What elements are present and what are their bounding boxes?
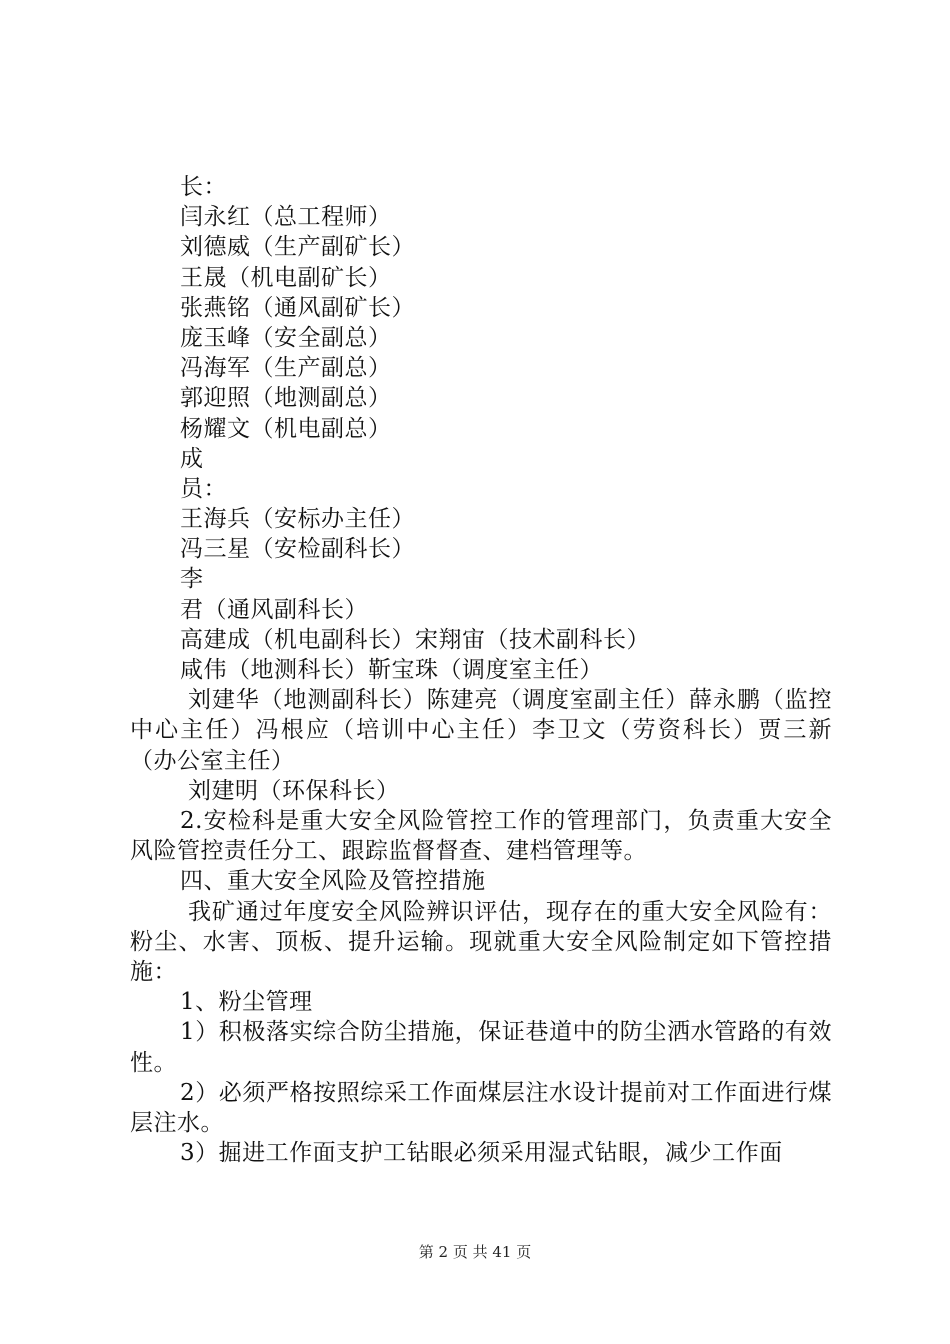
text-line: 刘德威（生产副矿长） [180,234,415,261]
text-line: 张燕铭（通风副矿长） [180,294,415,321]
text-line: 长： [180,174,227,200]
text-line: 高建成（机电副科长）宋翔宙（技术副科长） [180,626,650,653]
text-line: 李 [180,566,204,593]
subsection-heading: 1、粉尘管理 [180,989,313,1016]
text-line: 君（通风副科长） [180,596,368,623]
list-item: 2）必须严格按照综采工作面煤层注水设计提前对工作面进行煤层注水。 [130,1079,832,1136]
text-line: 王晟（机电副矿长） [180,264,392,291]
text-line: 冯三星（安检副科长） [180,536,415,563]
text-line: 刘建明（环保科长） [188,777,400,804]
document-body [130,172,832,1168]
text-line: 成 [180,445,204,472]
intro-paragraph: 我矿通过年度安全风险辨识评估，现存在的重大安全风险有：粉尘、水害、顶板、提升运输。现就重大安全风险制定如下管控措施： [130,898,832,985]
text-line: 冯海军（生产副总） [180,355,392,382]
text-line: 郭迎照（地测副总） [180,385,392,412]
paragraph-2: 2.安检科是重大安全风险管控工作的管理部门，负责重大安全风险管控责任分工、跟踪监督督查、建档管理等。 [130,807,832,865]
text-line: 闫永红（总工程师） [180,204,392,231]
text-line: 杨耀文（机电副总） [180,415,392,442]
list-item: 3）掘进工作面支护工钻眼必须采用湿式钻眼，减少工作面 [180,1140,783,1167]
text-line: 员： [180,475,227,502]
text-line: 王海兵（安标办主任） [180,506,415,533]
list-item: 1）积极落实综合防尘措施，保证巷道中的防尘洒水管路的有效性。 [130,1019,832,1076]
text-line: 庞玉峰（安全副总） [180,324,392,351]
members-paragraph: 刘建华（地测副科长）陈建亮（调度室副主任）薛永鹏（监控中心主任）冯根应（培训中心主任）李卫文（劳资科长）贾三新（办公室主任） [130,687,832,774]
section-heading: 四、重大安全风险及管控措施 [180,868,486,895]
page-footer: 第 2 页 共 41 页 [418,1243,532,1261]
text-line: 咸伟（地测科长）靳宝珠（调度室主任） [180,657,603,683]
